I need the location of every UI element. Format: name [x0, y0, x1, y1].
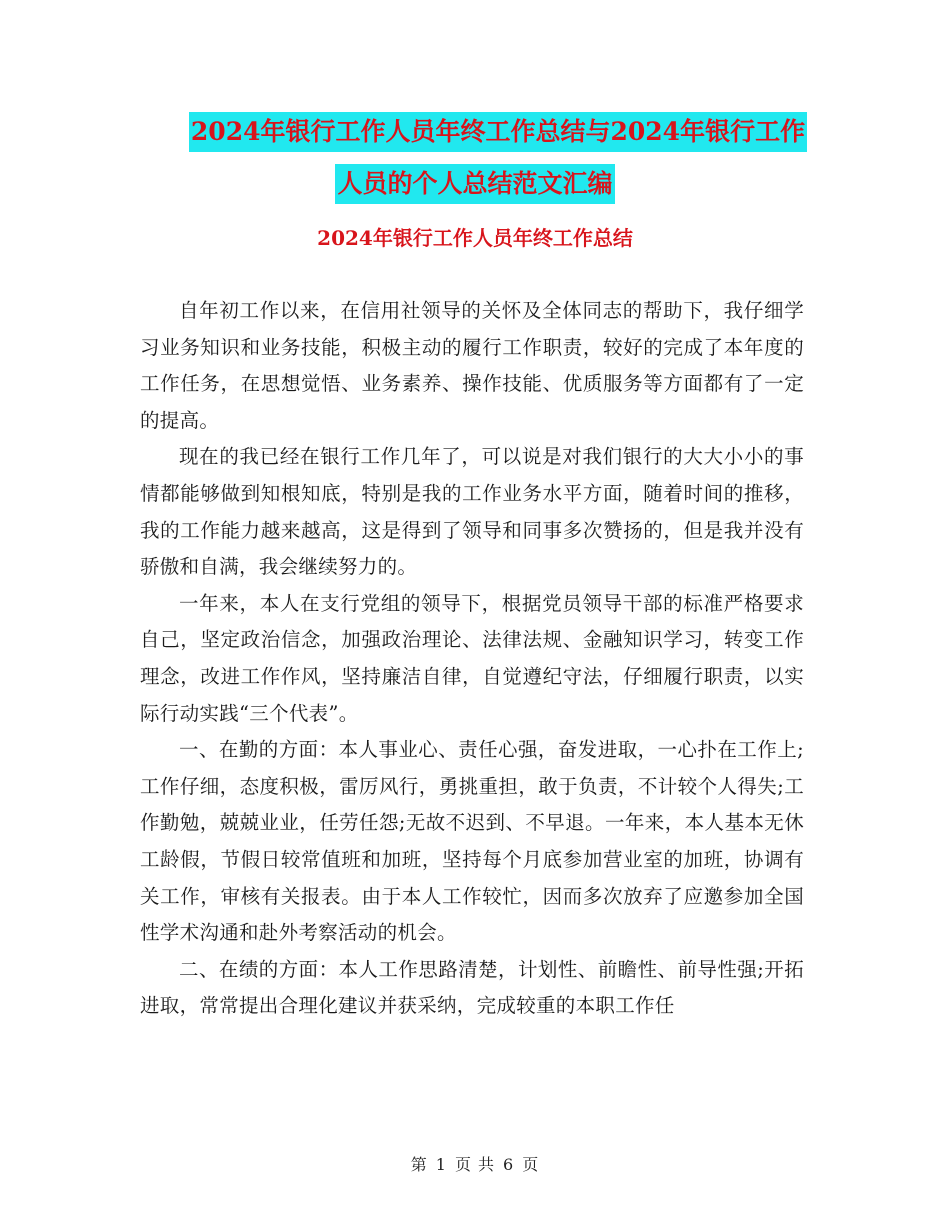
title-line-1: 2024年银行工作人员年终工作总结与2024年银行工作 [189, 112, 807, 152]
body-text [140, 293, 804, 1025]
page-footer [0, 1154, 950, 1176]
footer-current-page: 1 [435, 1155, 447, 1174]
paragraph: 现在的我已经在银行工作几年了，可以说是对我们银行的大大小小的事情都能够做到知根知底，特别是我的工作业务水平方面，随着时间的推移，我的工作能力越来越高，这是得到了领导和同事多次赞扬的，但是我并没有骄傲和自满，我会继续努力的。 [140, 445, 804, 579]
title-line-2: 人员的个人总结范文汇编 [335, 164, 614, 204]
section-title: 2024年银行工作人员年终工作总结 [317, 226, 633, 250]
paragraph: 自年初工作以来，在信用社领导的关怀及全体同志的帮助下，我仔细学习业务知识和业务技能，积极主动的履行工作职责，较好的完成了本年度的工作任务，在思想觉悟、业务素养、操作技能、优质服务等方面都有了一定的提高。 [140, 299, 804, 432]
footer-total-pages: 6 [503, 1155, 515, 1174]
footer-prefix: 第 [410, 1155, 428, 1174]
paragraph: 二、在绩的方面：本人工作思路清楚，计划性、前瞻性、前导性强;开拓进取，常常提出合理化建议并获采纳，完成较重的本职工作任 [140, 957, 804, 1018]
footer-suffix: 页 [522, 1155, 540, 1174]
document-title [0, 112, 950, 204]
footer-middle: 页 共 [454, 1155, 496, 1174]
paragraph: 一、在勤的方面：本人事业心、责任心强，奋发进取，一心扑在工作上;工作仔细，态度积极，雷厉风行，勇挑重担，敢于负责，不计较个人得失;工作勤勉，兢兢业业，任劳任怨;无故不迟到、不早退。一年来，本人基本无休工龄假，节假日较常值班和加班，坚持每个月底参加营业室的加班，协调有关工作，审核有关报表。由于本人工作较忙，因而多次放弃了应邀参加全国性学术沟通和赴外考察活动的机会。 [140, 738, 804, 945]
paragraph: 一年来，本人在支行党组的领导下，根据党员领导干部的标准严格要求自己，坚定政治信念，加强政治理论、法律法规、金融知识学习，转变工作理念，改进工作作风，坚持廉洁自律，自觉遵纪守法，仔细履行职责，以实际行动实践“三个代表”。 [140, 591, 804, 725]
